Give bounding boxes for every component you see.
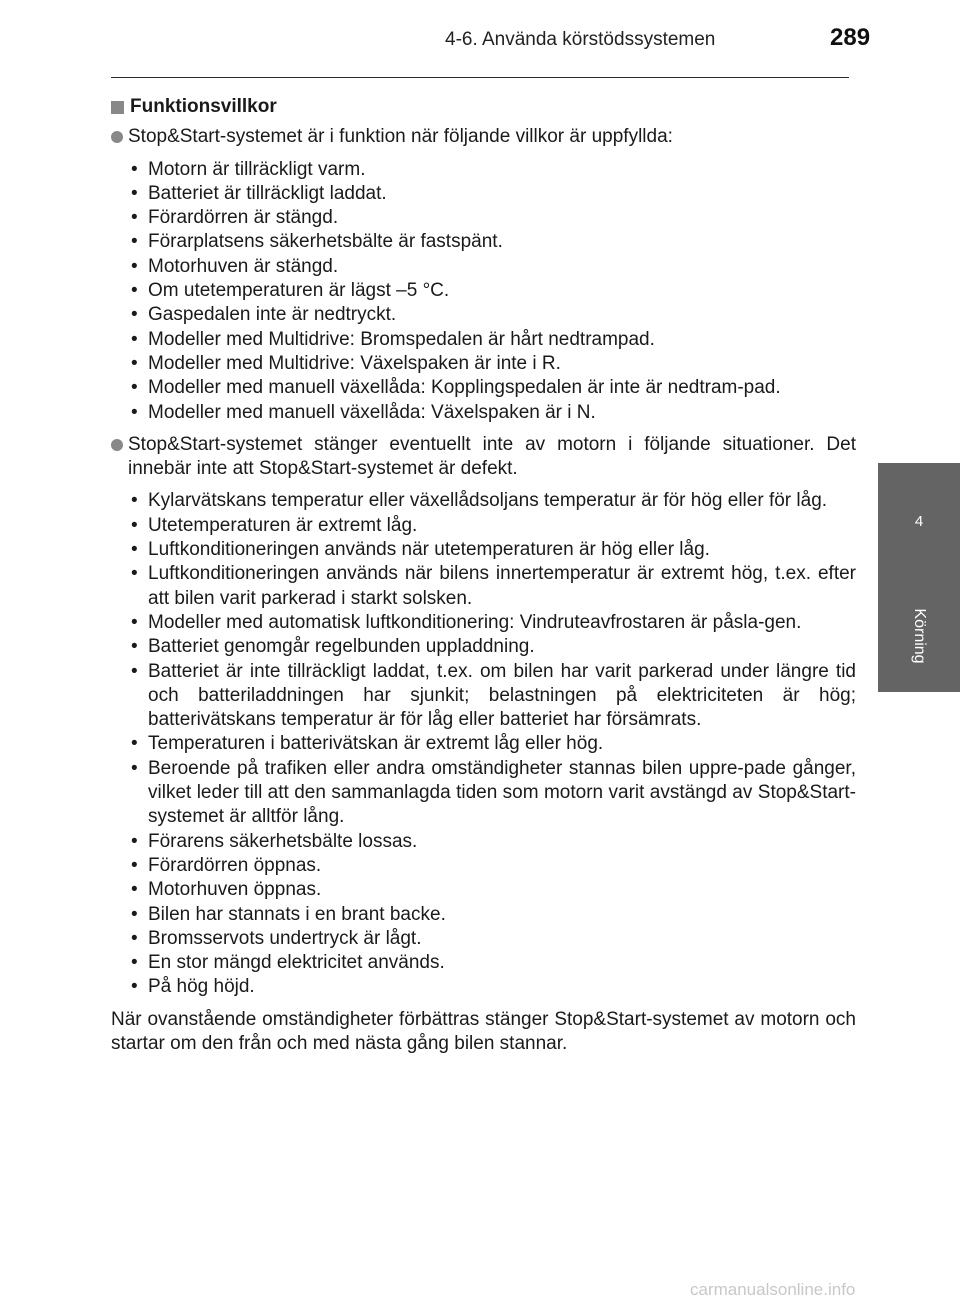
list-item: • Förarens säkerhetsbälte lossas.	[131, 830, 856, 854]
list-item: • Förardörren är stängd.	[131, 206, 856, 230]
list-item: • Om utetemperaturen är lägst –5 °C.	[131, 279, 856, 303]
list-item: • Gaspedalen inte är nedtryckt.	[131, 303, 856, 327]
main-content	[111, 95, 856, 1056]
list-item: • Modeller med Multidrive: Växelspaken är inte i R.	[131, 352, 856, 376]
page-number: 289	[830, 24, 871, 51]
closing-paragraph: När ovanstående omständigheter förbättras stänger Stop&Start-systemet av motorn och startar om den från och med nästa gång bilen stannar.	[111, 1008, 856, 1054]
list-item: • Temperaturen i batterivätskan är extremt låg eller hög.	[131, 732, 856, 756]
list-item: • Förarplatsens säkerhetsbälte är fastspänt.	[131, 230, 856, 254]
list-item: • Modeller med Multidrive: Bromspedalen är hårt nedtrampad.	[131, 328, 856, 352]
square-bullet-icon	[111, 101, 124, 114]
list-item: • Modeller med manuell växellåda: Kopplingspedalen är inte är nedtram-pad.	[131, 376, 856, 400]
page-header	[0, 0, 960, 80]
condition-paragraph-text: Stop&Start-systemet är i funktion när följande villkor är uppfyllda:	[128, 126, 673, 148]
list-item: • Luftkonditioneringen används när bilens innertemperatur är extremt hög, t.ex. efter att bilen varit parkerad i starkt solsken.	[131, 562, 856, 611]
chapter-label: Körning	[911, 608, 928, 664]
exception-paragraph-text: Stop&Start-systemet stänger eventuellt inte av motorn i följande situationer. Det innebär inte att Stop&Start-systemet är defekt.	[128, 433, 856, 480]
list-item: • En stor mängd elektricitet används.	[131, 951, 856, 975]
chapter-side-tab	[878, 463, 960, 692]
list-item: • Motorhuven öppnas.	[131, 878, 856, 902]
list-item: • Luftkonditioneringen används när utetemperaturen är hög eller låg.	[131, 538, 856, 562]
list-item: • Utetemperaturen är extremt låg.	[131, 514, 856, 538]
exception-paragraph	[111, 433, 856, 482]
header-section-title: 4-6. Använda körstödssystemen	[445, 29, 716, 50]
chapter-number: 4	[914, 513, 924, 530]
watermark-text: carmanualsonline.info	[690, 1280, 856, 1299]
operating-conditions-list	[111, 158, 856, 425]
list-item: • Modeller med automatisk luftkonditionering: Vindruteavfrostaren är påsla-gen.	[131, 611, 856, 635]
section-heading-text: Funktionsvillkor	[130, 96, 277, 117]
header-divider	[111, 77, 849, 78]
list-item: • Beroende på trafiken eller andra omständigheter stannas bilen uppre-pade gånger, vilket leder till att den sammanlagda tiden som motorn varit avstängd av Stop&Start-systemet är alltför lång.	[131, 757, 856, 830]
list-item: • Kylarvätskans temperatur eller växellådsoljans temperatur är för hög eller för låg.	[131, 489, 856, 513]
list-item: • Batteriet genomgår regelbunden uppladdning.	[131, 635, 856, 659]
exception-situations-list	[111, 489, 856, 999]
list-item: • Motorhuven är stängd.	[131, 255, 856, 279]
list-item: • Batteriet är tillräckligt laddat.	[131, 182, 856, 206]
condition-paragraph	[111, 125, 856, 149]
list-item: • Batteriet är inte tillräckligt laddat, t.ex. om bilen har varit parkerad under längre tid och batteriladdningen har sjunkit; belastningen på elektriciteten är hög; batterivätskans temperatur är för låg eller batteriet har försämrats.	[131, 660, 856, 733]
list-item: • Bilen har stannats i en brant backe.	[131, 903, 856, 927]
list-item: • Förardörren öppnas.	[131, 854, 856, 878]
section-heading	[111, 95, 856, 119]
list-item: • På hög höjd.	[131, 975, 856, 999]
list-item: • Motorn är tillräckligt varm.	[131, 158, 856, 182]
circle-bullet-icon	[111, 439, 123, 451]
list-item: • Modeller med manuell växellåda: Växelspaken är i N.	[131, 401, 856, 425]
circle-bullet-icon	[111, 131, 123, 143]
list-item: • Bromsservots undertryck är lågt.	[131, 927, 856, 951]
